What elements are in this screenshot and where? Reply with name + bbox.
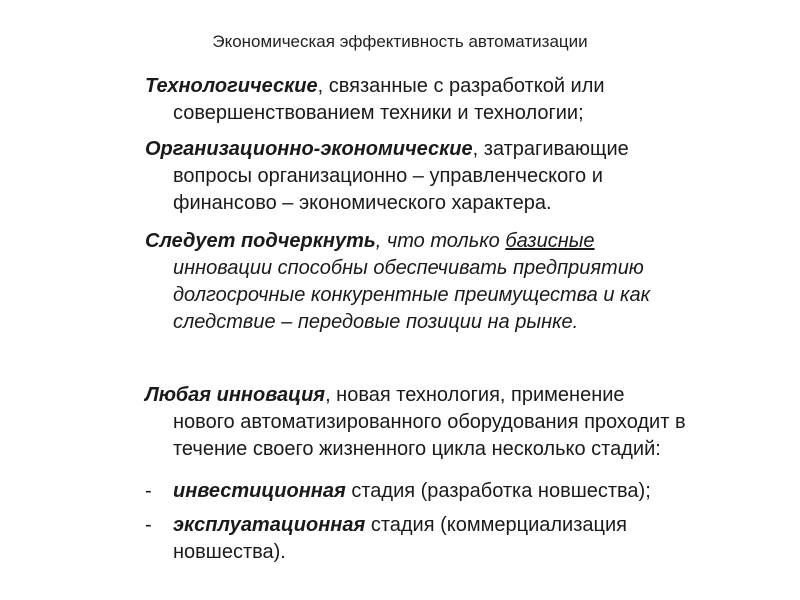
paragraph-text: вопросы организационно – управленческого и — [173, 165, 603, 187]
term-emphasis: Следует подчеркнуть — [145, 230, 376, 252]
paragraph-organizational — [145, 136, 795, 217]
paragraph-text: совершенствованием техники и технологии; — [173, 102, 584, 124]
paragraph-text: новшества). — [173, 541, 286, 563]
paragraph-text: течение своего жизненного цикла несколько стадий: — [173, 438, 661, 460]
term-investment: инвестиционная — [173, 480, 346, 502]
paragraph-text: стадия (коммерциализация — [365, 514, 627, 536]
paragraph-line — [145, 478, 795, 505]
paragraph-emphasis — [145, 228, 795, 336]
list-marker: - — [145, 480, 152, 502]
term-organizational: Организационно-экономические — [145, 138, 473, 160]
paragraph-text: инновации способны обеспечивать предприятию — [173, 257, 644, 279]
paragraph-text: долгосрочные конкурентные преимущества и как — [173, 284, 651, 306]
paragraph-line — [145, 512, 795, 539]
paragraph-line — [145, 382, 795, 409]
paragraph-text: , новая технология, применение — [325, 384, 625, 406]
list-item — [145, 512, 795, 566]
term-innovation: Любая инновация — [145, 384, 326, 406]
paragraph-line — [145, 73, 795, 100]
paragraph-line — [145, 136, 795, 163]
list-marker: - — [145, 514, 152, 536]
term-technological: Технологические — [145, 75, 318, 97]
paragraph-text: следствие – передовые позиции на рынке. — [173, 311, 579, 333]
paragraph-text: стадия (разработка новшества); — [345, 480, 651, 502]
paragraph-text: , затрагивающие — [472, 138, 629, 160]
paragraph-line — [145, 228, 795, 255]
term-exploitation: эксплуатационная — [173, 514, 366, 536]
underlined-word: базисные — [505, 230, 595, 252]
list-item — [145, 478, 795, 505]
paragraph-text: финансово – экономического характера. — [173, 192, 552, 214]
slide-title: Экономическая эффективность автоматизации — [212, 32, 588, 51]
paragraph-text: нового автоматизированного оборудования проходит в — [173, 411, 686, 433]
paragraph-technological — [145, 73, 795, 127]
paragraph-text: , что только — [375, 230, 506, 252]
paragraph-text: , связанные с разработкой или — [317, 75, 605, 97]
paragraph-innovation — [145, 382, 795, 463]
